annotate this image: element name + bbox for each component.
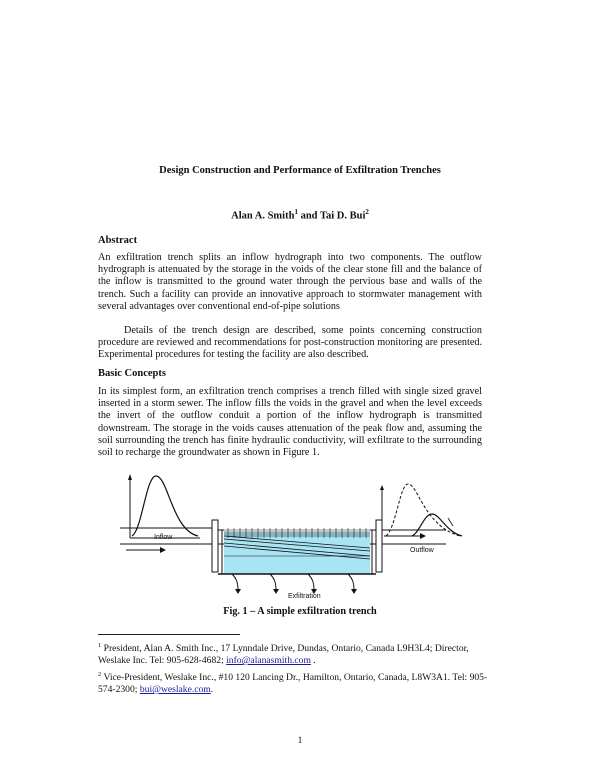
author-1-footnote-mark: 1: [294, 208, 298, 216]
abstract-heading: Abstract: [98, 235, 138, 246]
exfiltration-arrows: [232, 574, 354, 590]
outflow-pipe: [382, 530, 446, 554]
abstract-paragraph-1: An exfiltration trench splits an inflow hydrograph into two components. The outflow hydrograph is attenuated by the storage in the voids of the clear stone fill and the balance of the inflow is transmitted to the ground water through the pervious base and walls of the trench. Such a facility can provide an innovative approach to stormwater management with several advantages over conventional end-of-pipe solutions: [98, 252, 482, 312]
author-2: Tai D. Bui: [319, 210, 366, 222]
basic-concepts-paragraph: In its simplest form, an exfiltration trench comprises a trench filled with single sized gravel inserted in a storm sewer. The inflow fills the voids in the gravel and when the level exceeds the invert of the outflow conduit a portion of the inflow hydrograph is transmitted downstream. The storage in the voids causes attenuation of the peak flow and, assuming the soil surrounding the trench has finite hydraulic conductivity, will exfiltrate to the surrounding soil to recharge the groundwater as shown in Figure 1.: [98, 386, 482, 459]
trench: [218, 528, 376, 574]
page-number: 1: [297, 736, 303, 746]
figure-caption: Fig. 1 – A simple exfiltration trench: [223, 606, 377, 617]
footnote-1-email-link[interactable]: info@alanasmith.com: [226, 655, 311, 667]
footnote-2: [98, 669, 498, 696]
outflow-label: Outflow: [410, 547, 434, 554]
author-1: Alan A. Smith: [231, 210, 295, 222]
footnote-2-email-link[interactable]: bui@weslake.com: [139, 684, 211, 696]
inflow-pipe: [120, 528, 212, 553]
footnote-1-end: .: [310, 655, 316, 667]
inflow-label: Inflow: [154, 534, 173, 541]
author-line: [0, 208, 600, 222]
exfiltration-trench-figure: [120, 470, 480, 600]
paper-title: Design Construction and Performance of Exfiltration Trenches: [159, 165, 441, 176]
abstract-paragraph-2: Details of the trench design are described, some points concerning construction procedure are reviewed and recommendations for post-construction monitoring are presented. Experimental procedures for testing the facility are also described.: [98, 325, 482, 361]
footnote-1-mark: 1: [98, 642, 102, 649]
basic-concepts-heading: Basic Concepts: [98, 368, 166, 379]
footnote-1: [98, 640, 498, 667]
footnote-2-text: Vice-President, Weslake Inc., #10 120 Lancing Dr., Hamilton, Ontario, Canada, L8W3A1. Tel: 905-574-2300;: [98, 672, 488, 696]
footnote-1-text: President, Alan A. Smith Inc., 17 Lynndale Drive, Dundas, Ontario, Canada L9H3L4; Director, Weslake Inc. Tel: 905-628-4682;: [98, 643, 469, 667]
footnote-rule: [98, 634, 240, 635]
author-joiner: and: [297, 210, 320, 222]
trench-water: [224, 532, 370, 574]
exfiltration-label: Exfiltration: [288, 593, 321, 600]
footnote-2-end: .: [210, 684, 214, 696]
author-2-footnote-mark: 2: [365, 208, 369, 216]
footnote-2-mark: 2: [98, 671, 102, 678]
